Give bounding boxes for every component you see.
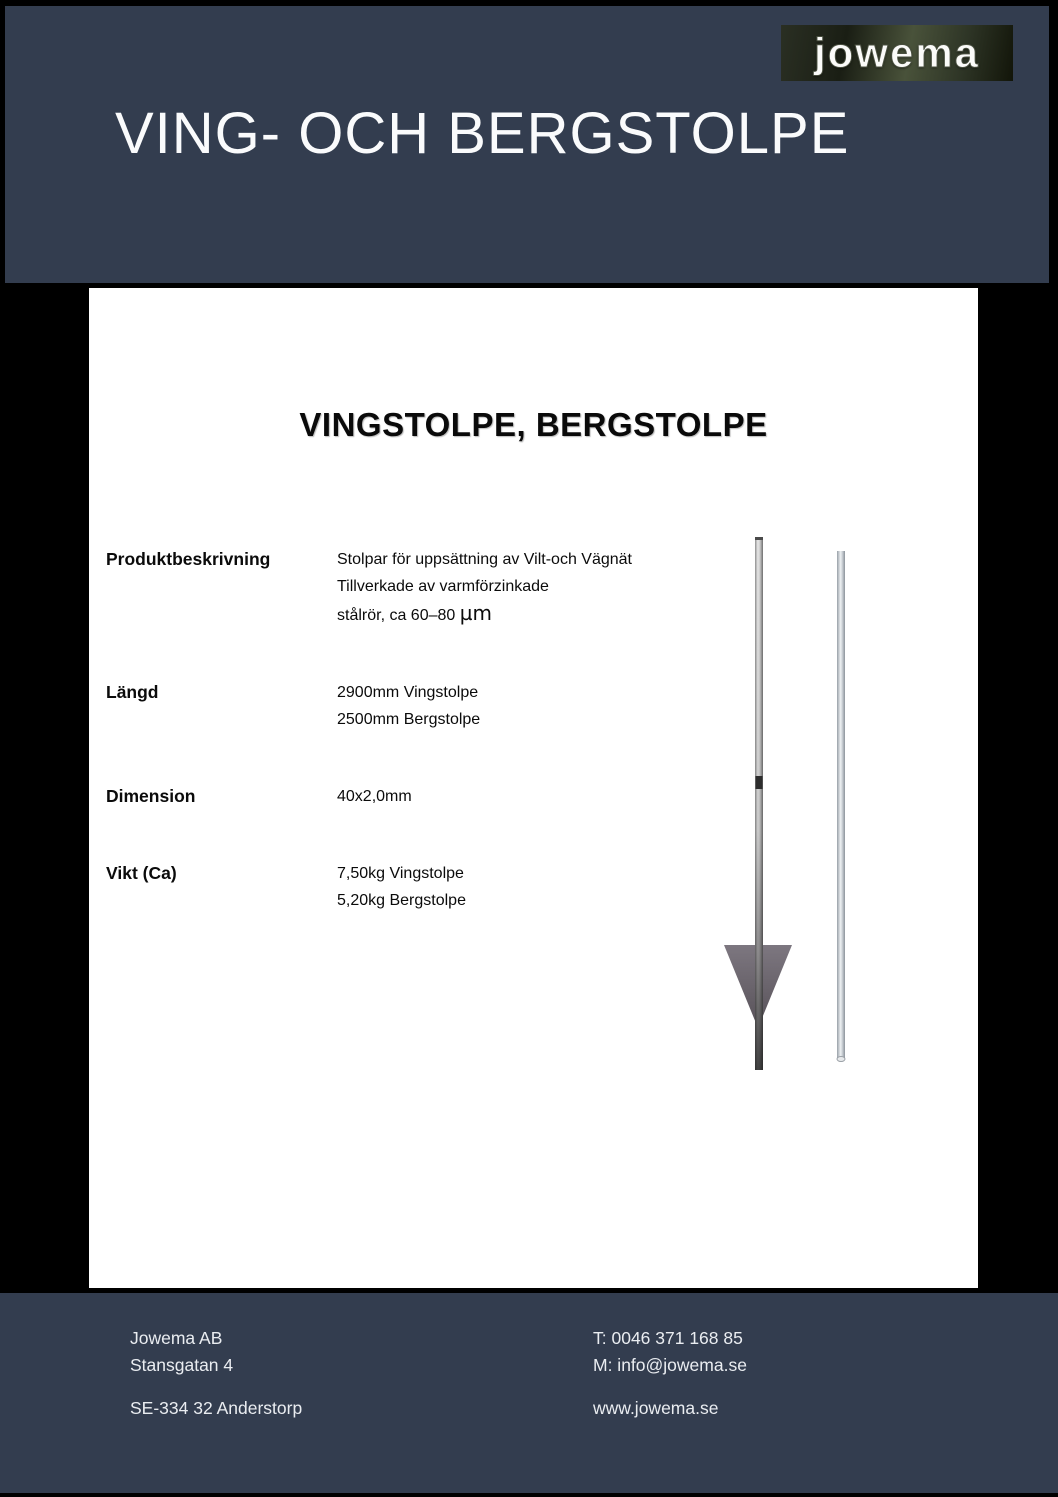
bergstolpe-post xyxy=(837,551,845,1060)
spec-value-line: 2900mm Vingstolpe xyxy=(337,684,479,701)
footer-line: Stansgatan 4 xyxy=(130,1355,234,1375)
product-heading: VINGSTOLPE, BERGSTOLPE xyxy=(299,406,768,443)
spec-value-line: 5,20kg Bergstolpe xyxy=(337,892,466,909)
spec-value-line: Tillverkade av varmförzinkade xyxy=(337,578,549,595)
spec-label: Längd xyxy=(106,682,159,702)
spec-values xyxy=(337,860,466,914)
document-title: VING- OCH BERGSTOLPE xyxy=(115,101,850,166)
footer-line: Jowema AB xyxy=(130,1328,223,1348)
header-banner xyxy=(5,6,1049,283)
spec-value-line: 2500mm Bergstolpe xyxy=(337,711,481,728)
spec-label: Produktbeskrivning xyxy=(106,549,271,569)
spec-value-line: Stolpar för uppsättning av Vilt-och Vägnät xyxy=(337,551,632,568)
vingstolpe-shading xyxy=(755,537,763,1070)
jowema-logo-text: jowema xyxy=(813,29,981,76)
spec-label: Vikt (Ca) xyxy=(106,863,177,883)
spec-value-line: 40x2,0mm xyxy=(337,788,412,805)
product-image xyxy=(700,528,900,1088)
footer-line: M: info@jowema.se xyxy=(593,1355,747,1375)
bergstolpe-tube-end xyxy=(837,1057,845,1062)
micron-unit: µm xyxy=(459,601,492,625)
spec-values xyxy=(337,679,480,733)
footer-line: www.jowema.se xyxy=(593,1398,719,1418)
spec-label: Dimension xyxy=(106,786,196,806)
spec-value-line: 7,50kg Vingstolpe xyxy=(337,865,464,882)
footer-contact xyxy=(593,1325,747,1422)
footer-banner xyxy=(0,1293,1058,1493)
content-sheet xyxy=(89,288,978,1288)
jowema-logo xyxy=(781,25,1013,81)
footer-address xyxy=(130,1325,302,1422)
spec-values xyxy=(337,783,412,810)
spec-values xyxy=(337,546,632,629)
footer-line: T: 0046 371 168 85 xyxy=(593,1328,743,1348)
spec-value-line: stålrör, ca 60–80 µm xyxy=(337,601,492,625)
footer-line: SE-334 32 Anderstorp xyxy=(130,1398,303,1418)
